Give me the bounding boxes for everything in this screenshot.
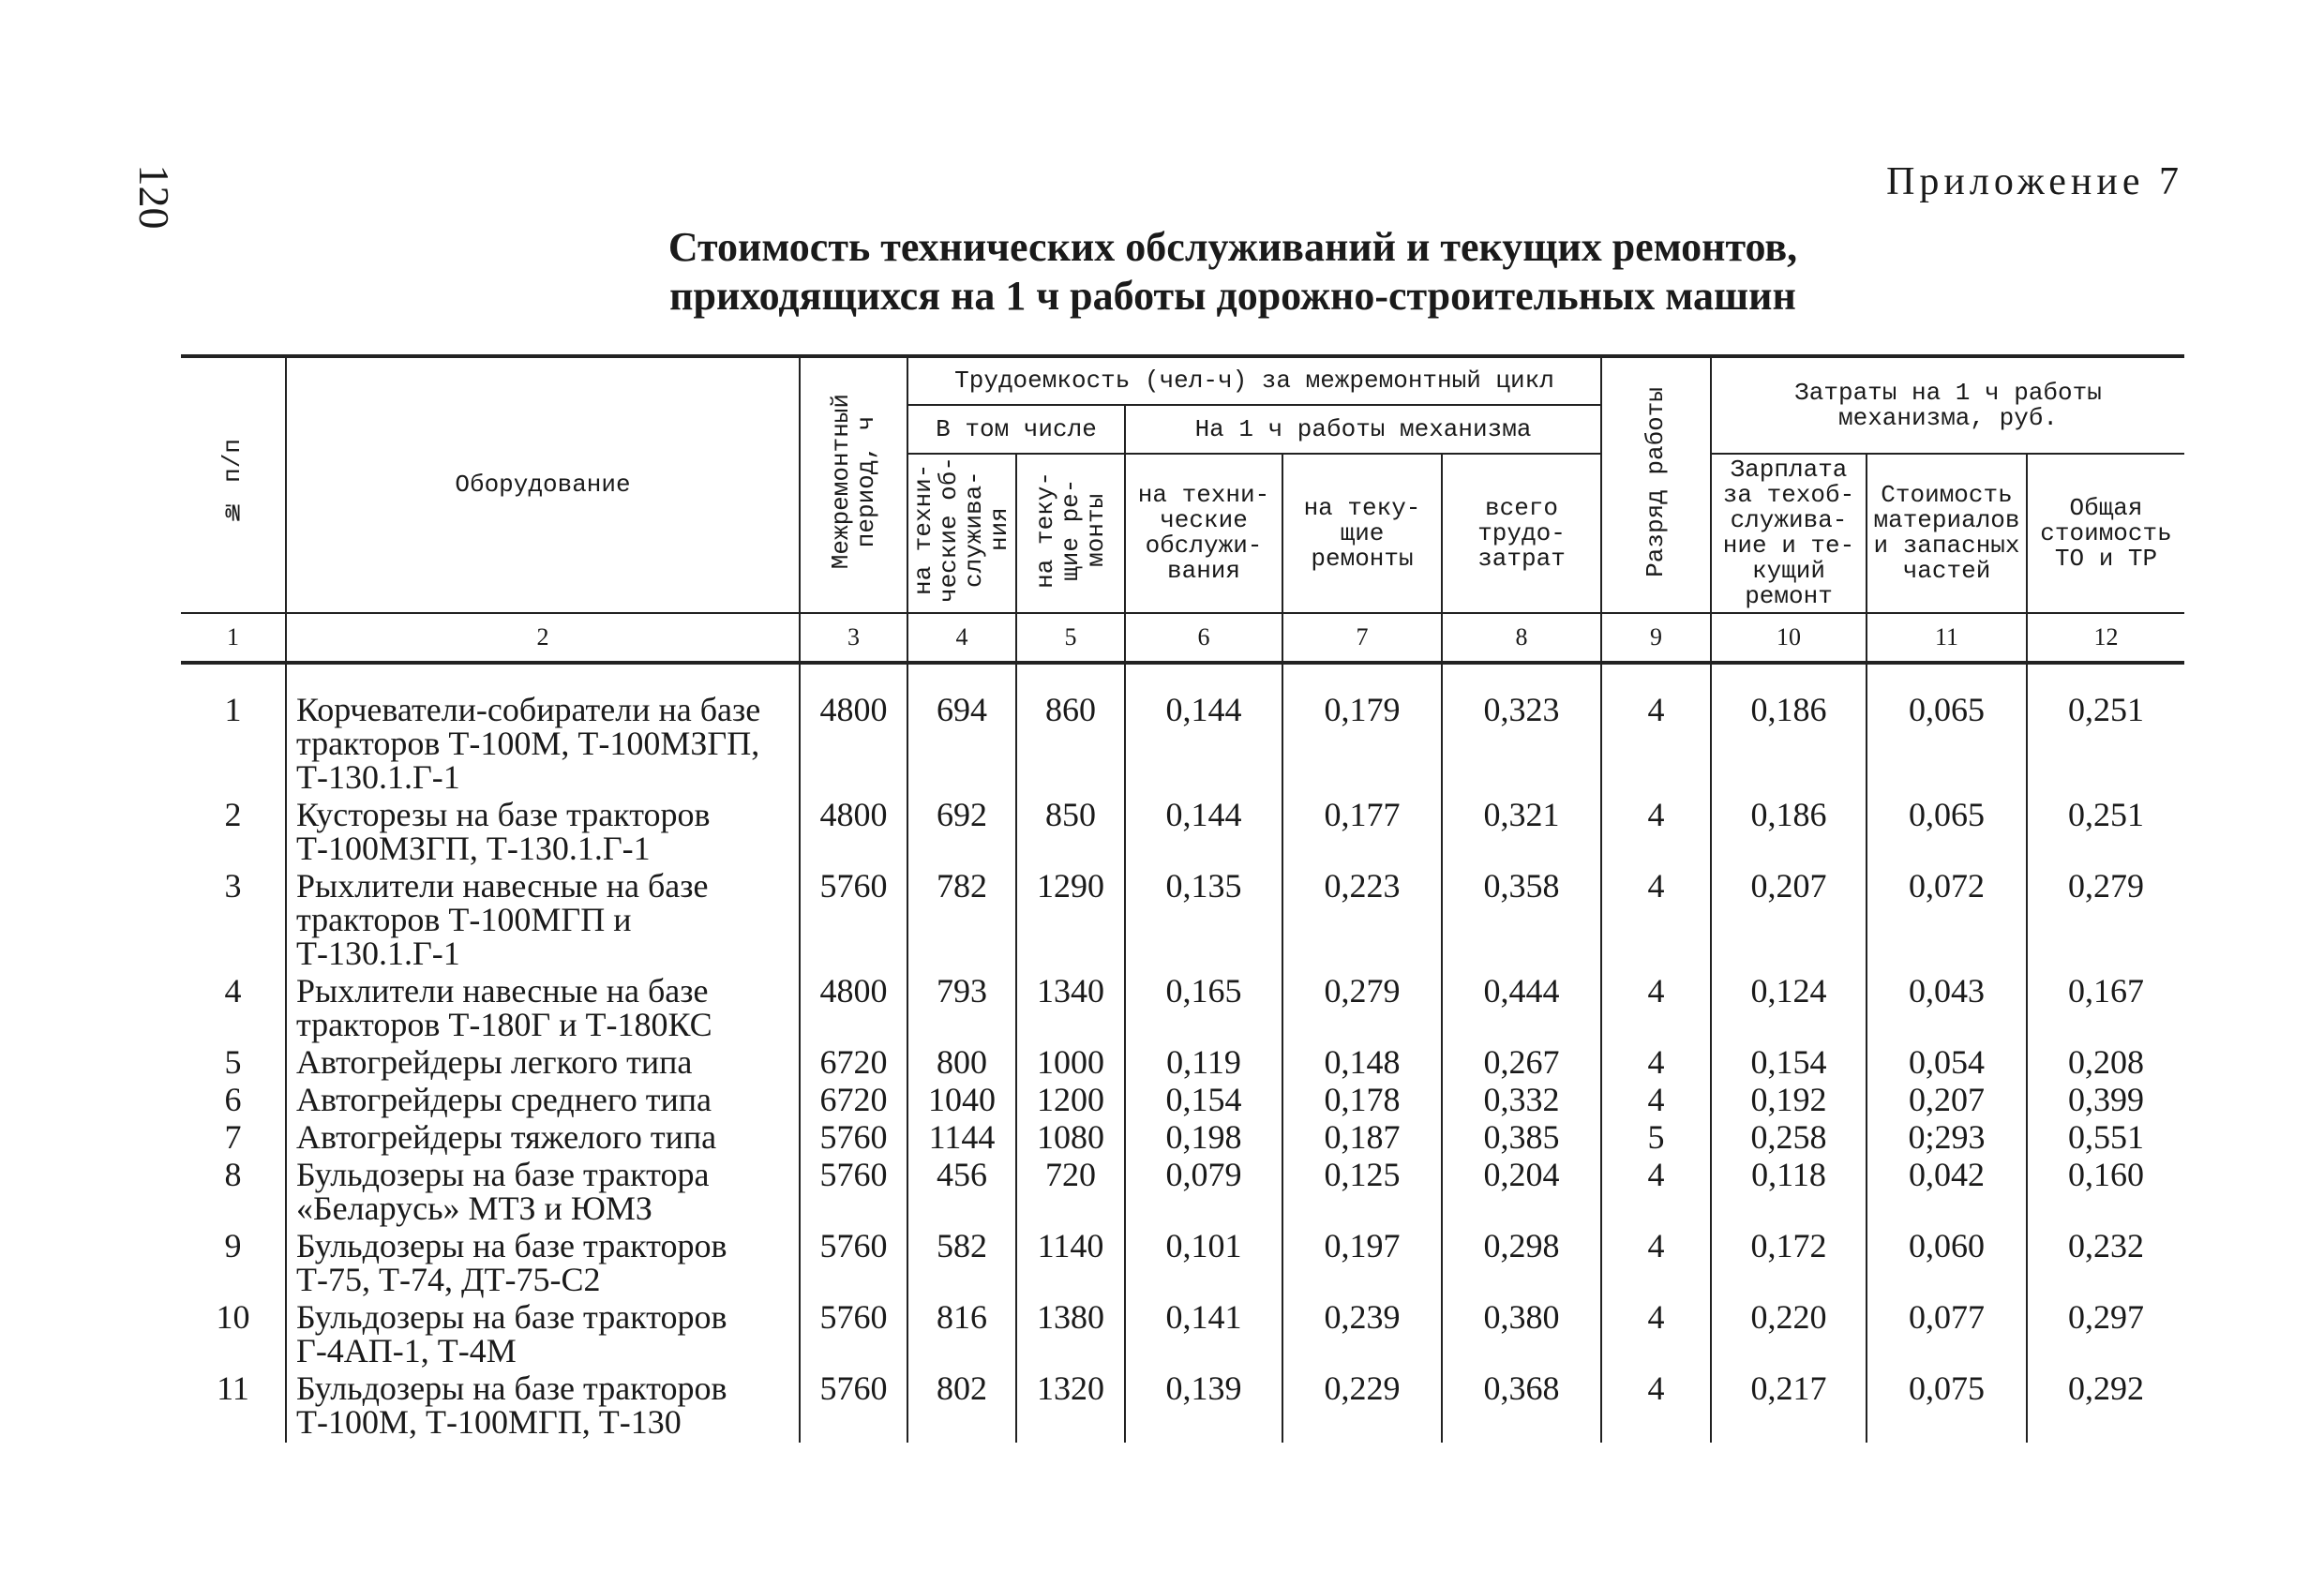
cell-grade: 4: [1601, 798, 1711, 869]
cell-period: 4800: [800, 693, 907, 798]
cell-materials: 0,065: [1867, 798, 2027, 869]
cell-period: 5760: [800, 1300, 907, 1371]
cell-ph-to: 0,144: [1125, 798, 1282, 869]
cell-period: 5760: [800, 1158, 907, 1229]
cell-materials: 0,207: [1867, 1083, 2027, 1120]
cell-ph-to: 0,135: [1125, 869, 1282, 974]
cell-to: 1040: [907, 1083, 1016, 1120]
table-row: [181, 1045, 2184, 1083]
cell-salary: 0,220: [1711, 1300, 1867, 1371]
header-equipment: Оборудование: [286, 356, 800, 613]
cell-materials: 0,065: [1867, 693, 2027, 798]
cell-to: 456: [907, 1158, 1016, 1229]
cell-name: Кусторезы на базе тракторов Т-100МЗГП, Т-130.1.Г-1: [286, 798, 800, 869]
cell-salary: 0,207: [1711, 869, 1867, 974]
cell-num: 3: [224, 867, 242, 905]
cell-name: Бульдозеры на базе тракторов Г-4АП-1, Т-4М: [286, 1300, 800, 1371]
cell-grade: 5: [1601, 1120, 1711, 1158]
cell-num: 5: [224, 1043, 242, 1081]
header-including: В том числе: [907, 405, 1125, 454]
header-costs-group: Затраты на 1 ч работы механизма, руб.: [1711, 356, 2184, 454]
header-to: на техни- ческие об- служива- ния: [907, 454, 1016, 613]
cell-tr: 1340: [1016, 974, 1125, 1045]
cell-tr: 1000: [1016, 1045, 1125, 1083]
header-ph-tr: на теку- щие ремонты: [1282, 454, 1442, 613]
header-per-hour: На 1 ч работы механизма: [1125, 405, 1601, 454]
header-materials: Стоимость материалов и запасных частей: [1867, 454, 2027, 613]
cell-ph-to: 0,139: [1125, 1371, 1282, 1443]
cell-tr: 1290: [1016, 869, 1125, 974]
cell-materials: 0,077: [1867, 1300, 2027, 1371]
cell-total: 0,399: [2027, 1083, 2184, 1120]
cell-period: 5760: [800, 1120, 907, 1158]
header-tr: на теку- щие ре- монты: [1016, 454, 1125, 613]
cell-tr: 860: [1016, 693, 1125, 798]
cell-period: 6720: [800, 1083, 907, 1120]
cell-materials: 0,043: [1867, 974, 2027, 1045]
cell-ph-total: 0,332: [1442, 1083, 1601, 1120]
cell-to: 800: [907, 1045, 1016, 1083]
cell-ph-total: 0,267: [1442, 1045, 1601, 1083]
cell-period: 5760: [800, 869, 907, 974]
cell-ph-tr: 0,148: [1282, 1045, 1442, 1083]
cell-grade: 4: [1601, 693, 1711, 798]
cell-materials: 0,072: [1867, 869, 2027, 974]
cell-salary: 0,217: [1711, 1371, 1867, 1443]
cell-period: 4800: [800, 974, 907, 1045]
column-number: 12: [2027, 613, 2184, 663]
appendix-label: Приложение 7: [1886, 160, 2183, 203]
cell-to: 802: [907, 1371, 1016, 1443]
cell-total: 0,251: [2027, 693, 2184, 798]
cell-ph-tr: 0,187: [1282, 1120, 1442, 1158]
cell-ph-to: 0,079: [1125, 1158, 1282, 1229]
cell-ph-to: 0,101: [1125, 1229, 1282, 1300]
column-number: 10: [1711, 613, 1867, 663]
cell-name: Бульдозеры на базе тракторов Т-100М, Т-100МГП, Т-130: [286, 1371, 800, 1443]
cell-grade: 4: [1601, 869, 1711, 974]
column-number: 6: [1125, 613, 1282, 663]
cell-num: 2: [224, 796, 242, 833]
table-row: [181, 1229, 2184, 1300]
cell-name: Рыхлители навесные на базе тракторов Т-180Г и Т-180КС: [286, 974, 800, 1045]
cell-ph-total: 0,323: [1442, 693, 1601, 798]
cell-ph-to: 0,144: [1125, 693, 1282, 798]
header-ph-total: всего трудо- затрат: [1442, 454, 1601, 613]
header-labor-group: Трудоемкость (чел-ч) за межремонтный цикл: [907, 356, 1601, 405]
cell-tr: 1320: [1016, 1371, 1125, 1443]
cell-name: Корчеватели-собиратели на базе тракторов Т-100М, Т-100МЗГП, Т-130.1.Г-1: [286, 693, 800, 798]
cell-tr: 1380: [1016, 1300, 1125, 1371]
cell-grade: 4: [1601, 1158, 1711, 1229]
cell-grade: 4: [1601, 1229, 1711, 1300]
cell-tr: 850: [1016, 798, 1125, 869]
cell-ph-tr: 0,125: [1282, 1158, 1442, 1229]
table-row: [181, 798, 2184, 869]
cell-tr: 1140: [1016, 1229, 1125, 1300]
cell-materials: 0,060: [1867, 1229, 2027, 1300]
cell-ph-tr: 0,178: [1282, 1083, 1442, 1120]
cell-materials: 0,054: [1867, 1045, 2027, 1083]
cell-ph-tr: 0,229: [1282, 1371, 1442, 1443]
header-num: № п/п: [181, 356, 286, 613]
cell-ph-to: 0,154: [1125, 1083, 1282, 1120]
column-number: 11: [1867, 613, 2027, 663]
header-ph-to: на техни- ческие обслужи- вания: [1125, 454, 1282, 613]
cell-num: 6: [224, 1081, 242, 1118]
cell-salary: 0,186: [1711, 798, 1867, 869]
cell-total: 0,160: [2027, 1158, 2184, 1229]
cell-ph-tr: 0,239: [1282, 1300, 1442, 1371]
cell-salary: 0,192: [1711, 1083, 1867, 1120]
cell-ph-tr: 0,279: [1282, 974, 1442, 1045]
cost-table: [181, 354, 2184, 1443]
cell-total: 0,297: [2027, 1300, 2184, 1371]
cell-salary: 0,118: [1711, 1158, 1867, 1229]
cost-table-container: [181, 354, 2184, 1443]
cell-ph-total: 0,204: [1442, 1158, 1601, 1229]
cell-ph-total: 0,298: [1442, 1229, 1601, 1300]
column-number: 8: [1442, 613, 1601, 663]
column-number: 3: [800, 613, 907, 663]
cell-ph-to: 0,165: [1125, 974, 1282, 1045]
header-salary: Зарплата за техоб- служива- ние и те- кущий ремонт: [1711, 454, 1867, 613]
table-header: [181, 356, 2184, 663]
cell-num: 9: [224, 1227, 242, 1264]
header-period: Межремонтный период, ч: [800, 356, 907, 613]
cell-num: 1: [224, 691, 242, 728]
table-row: [181, 974, 2184, 1045]
cell-ph-tr: 0,223: [1282, 869, 1442, 974]
table-row: [181, 1120, 2184, 1158]
cell-grade: 4: [1601, 1371, 1711, 1443]
cell-materials: 0;293: [1867, 1120, 2027, 1158]
header-total-cost: Общая стоимость ТО и ТР: [2027, 454, 2184, 613]
column-number: 1: [181, 613, 286, 663]
cell-to: 582: [907, 1229, 1016, 1300]
cell-ph-tr: 0,197: [1282, 1229, 1442, 1300]
cell-name: Рыхлители навесные на базе тракторов Т-100МГП и Т-130.1.Г-1: [286, 869, 800, 974]
cell-tr: 1200: [1016, 1083, 1125, 1120]
cell-tr: 720: [1016, 1158, 1125, 1229]
cell-tr: 1080: [1016, 1120, 1125, 1158]
table-row: [181, 1371, 2184, 1443]
cell-total: 0,232: [2027, 1229, 2184, 1300]
cell-ph-total: 0,444: [1442, 974, 1601, 1045]
cell-to: 782: [907, 869, 1016, 974]
cell-ph-tr: 0,177: [1282, 798, 1442, 869]
column-number: 9: [1601, 613, 1711, 663]
cell-period: 4800: [800, 798, 907, 869]
cell-ph-tr: 0,179: [1282, 693, 1442, 798]
cell-grade: 4: [1601, 1045, 1711, 1083]
cell-to: 694: [907, 693, 1016, 798]
table-body: [181, 663, 2184, 1443]
cell-ph-total: 0,385: [1442, 1120, 1601, 1158]
cell-salary: 0,186: [1711, 693, 1867, 798]
table-row: [181, 693, 2184, 798]
cell-ph-total: 0,358: [1442, 869, 1601, 974]
cell-period: 6720: [800, 1045, 907, 1083]
table-row: [181, 1300, 2184, 1371]
column-numbers-row: [181, 613, 2184, 663]
cell-name: Бульдозеры на базе трактора «Беларусь» МТЗ и ЮМЗ: [286, 1158, 800, 1229]
cell-materials: 0,042: [1867, 1158, 2027, 1229]
cell-grade: 4: [1601, 1083, 1711, 1120]
cell-ph-to: 0,198: [1125, 1120, 1282, 1158]
cell-num: 7: [224, 1118, 242, 1156]
cell-to: 692: [907, 798, 1016, 869]
cell-total: 0,292: [2027, 1371, 2184, 1443]
cell-to: 793: [907, 974, 1016, 1045]
cell-salary: 0,172: [1711, 1229, 1867, 1300]
document-title: [600, 223, 1866, 321]
cell-name: Автогрейдеры тяжелого типа: [286, 1120, 800, 1158]
cell-ph-total: 0,321: [1442, 798, 1601, 869]
cell-period: 5760: [800, 1229, 907, 1300]
cell-total: 0,279: [2027, 869, 2184, 974]
column-number: 4: [907, 613, 1016, 663]
cell-total: 0,208: [2027, 1045, 2184, 1083]
title-line-2: приходящихся на 1 ч работы дорожно-строительных машин: [669, 273, 1796, 319]
cell-name: Бульдозеры на базе тракторов Т-75, Т-74, ДТ-75-С2: [286, 1229, 800, 1300]
cell-materials: 0,075: [1867, 1371, 2027, 1443]
cell-total: 0,167: [2027, 974, 2184, 1045]
page-number: 120: [130, 164, 179, 230]
cell-period: 5760: [800, 1371, 907, 1443]
column-number: 7: [1282, 613, 1442, 663]
column-number: 2: [286, 613, 800, 663]
cell-salary: 0,124: [1711, 974, 1867, 1045]
cell-num: 10: [216, 1298, 250, 1336]
cell-num: 11: [217, 1369, 249, 1407]
cell-salary: 0,154: [1711, 1045, 1867, 1083]
cell-num: 4: [224, 972, 242, 1010]
cell-grade: 4: [1601, 974, 1711, 1045]
cell-name: Автогрейдеры среднего типа: [286, 1083, 800, 1120]
cell-ph-total: 0,368: [1442, 1371, 1601, 1443]
cell-ph-total: 0,380: [1442, 1300, 1601, 1371]
table-row: [181, 1158, 2184, 1229]
cell-salary: 0,258: [1711, 1120, 1867, 1158]
header-grade: Разряд работы: [1601, 356, 1711, 613]
cell-to: 1144: [907, 1120, 1016, 1158]
title-line-1: Стоимость технических обслуживаний и текущих ремонтов,: [667, 224, 1798, 270]
cell-ph-to: 0,141: [1125, 1300, 1282, 1371]
cell-to: 816: [907, 1300, 1016, 1371]
cell-grade: 4: [1601, 1300, 1711, 1371]
cell-name: Автогрейдеры легкого типа: [286, 1045, 800, 1083]
table-row: [181, 1083, 2184, 1120]
column-number: 5: [1016, 613, 1125, 663]
cell-total: 0,551: [2027, 1120, 2184, 1158]
cell-num: 8: [224, 1156, 242, 1193]
cell-ph-to: 0,119: [1125, 1045, 1282, 1083]
cell-total: 0,251: [2027, 798, 2184, 869]
table-row: [181, 869, 2184, 974]
